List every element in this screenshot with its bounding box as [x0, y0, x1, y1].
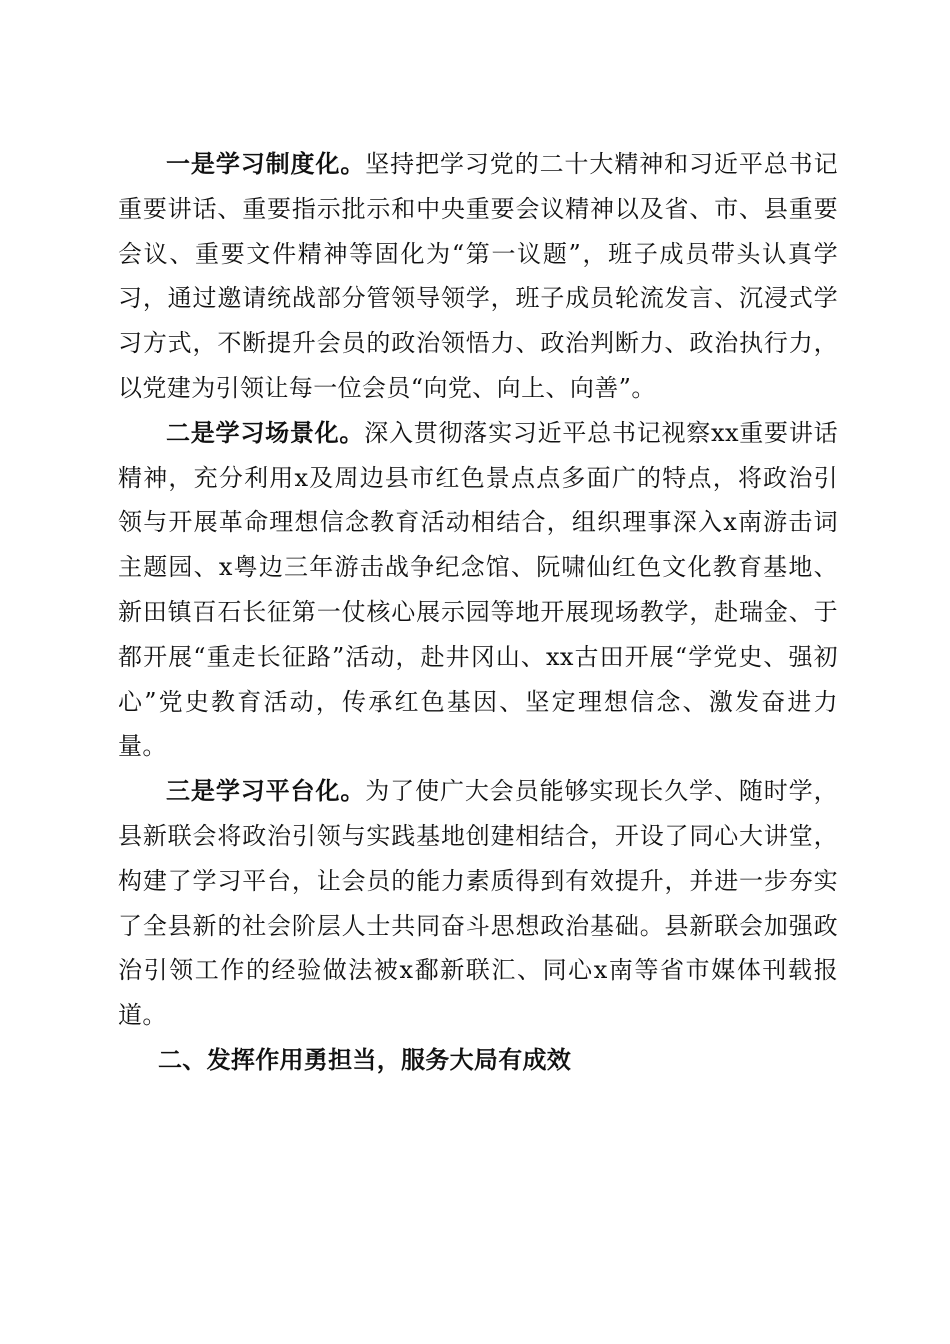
- paragraph-lead: 三是学习平台化。: [166, 777, 366, 806]
- paragraph-body: 深入贯彻落实习近平总书记视察xx重要讲话精神，充分利用x及周边县市红色景点点多面广的特点，将政治引领与开展革命理想信念教育活动相结合，组织理事深入x南游击词主题园、x粤边三年游击战争纪念馆、阮啸仙红色文化教育基地、新田镇百石长征第一仗核心展示园等地开展现场教学，赴瑞金、于都开展“重走长征路”活动，赴井冈山、xx古田开展“学党史、强初心”党史教育活动，传承红色基因、坚定理想信念、激发奋进力量。: [118, 418, 839, 761]
- paragraph-body: 为了使广大会员能够实现长久学、随时学，县新联会将政治引领与实践基地创建相结合，开设了同心大讲堂，构建了学习平台，让会员的能力素质得到有效提升，并进一步夯实了全县新的社会阶层人士共同奋斗思想政治基础。县新联会加强政治引领工作的经验做法被x鄱新联汇、同心x南等省市媒体刊载报道。: [118, 777, 838, 1030]
- paragraph-study-scenario: [118, 411, 838, 769]
- paragraph-study-institutionalized: [118, 142, 838, 411]
- section-heading: 二、发挥作用勇担当，服务大局有成效: [158, 1045, 572, 1074]
- document-body: [118, 142, 838, 1083]
- paragraph-body: 坚持把学习党的二十大精神和习近平总书记重要讲话、重要指示批示和中央重要会议精神以及省、市、县重要会议、重要文件精神等固化为“第一议题”，班子成员带头认真学习，通过邀请统战部分管领导领学，班子成员轮流发言、沉浸式学习方式，不断提升会员的政治领悟力、政治判断力、政治执行力，以党建为引领让每一位会员“向党、向上、向善”。: [118, 150, 838, 402]
- paragraph-study-platform: [118, 769, 838, 1038]
- paragraph-lead: 一是学习制度化。: [166, 150, 366, 178]
- paragraph-lead: 二是学习场景化。: [166, 418, 365, 447]
